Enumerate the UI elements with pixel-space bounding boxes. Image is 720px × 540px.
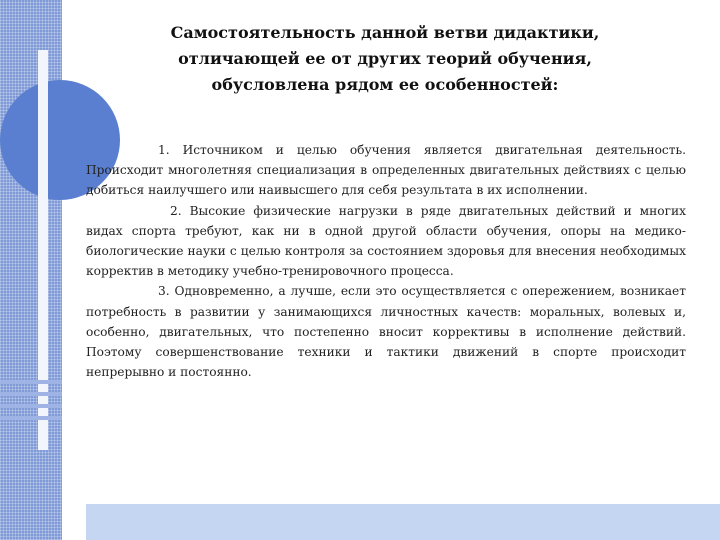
title-line: обусловлена рядом ее особенностей: <box>211 75 559 94</box>
decorative-horizontal-stripe <box>0 404 62 408</box>
decorative-vertical-stripe <box>38 50 48 450</box>
title-line: отличающей ее от других теорий обучения, <box>178 49 592 68</box>
decorative-horizontal-stripe <box>0 416 62 420</box>
decorative-horizontal-stripe <box>0 392 62 396</box>
paragraph: 1. Источником и целью обучения является двигательная деятельность. Происходит многолетняя специализация в определенных двигательных действиях с целью добиться наилучшего или наивысшего для себя результата в их исполнении. <box>86 143 686 198</box>
decorative-bottom-bar <box>86 504 720 540</box>
decorative-horizontal-stripe <box>0 380 62 384</box>
title-line: Самостоятельность данной ветви дидактики, <box>170 23 600 42</box>
slide-title <box>150 20 620 98</box>
paragraph: 3. Одновременно, а лучше, если это осуществляется с опережением, возникает потребность в развитии у занимающихся личностных качеств: моральных, волевых и, особенно, двигательных, что постепенно вносит коррективы в исполнение действий. Поэтому совершенствование техники и тактики движений в спорте происходит непрерывно и постоянно. <box>86 284 686 380</box>
slide-body <box>86 140 686 382</box>
paragraph: 2. Высокие физические нагрузки в ряде двигательных действий и многих видах спорта требуют, как ни в одной другой области обучения, опоры на медико-биологические науки с целью контроля за состоянием здоровья для внесения необходимых корректив в методику учебно-тренировочного процесса. <box>86 203 686 279</box>
